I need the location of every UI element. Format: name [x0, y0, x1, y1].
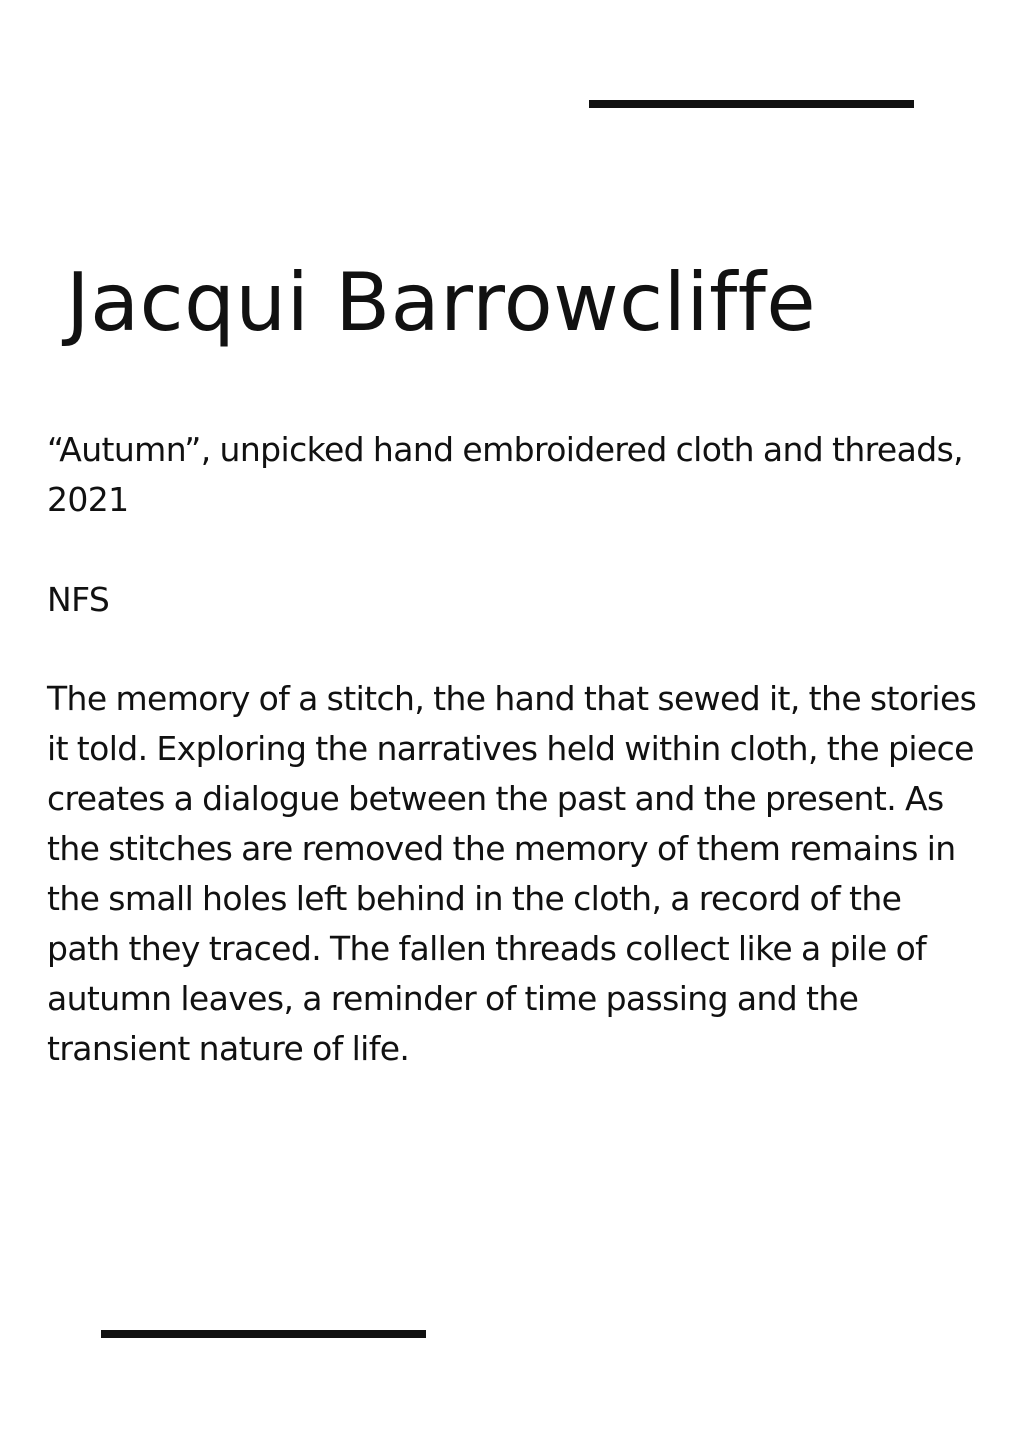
artwork-caption: “Autumn”, unpicked hand embroidered cloth and threads, 2021 — [47, 430, 964, 519]
bottom-divider — [101, 1330, 426, 1338]
artist-name: Jacqui Barrowcliffe — [66, 256, 817, 349]
availability-status: NFS — [47, 580, 110, 619]
artist-statement: The memory of a stitch, the hand that sewed it, the stories it told. Exploring the narratives held within cloth, the piece creates a dialogue between the past and the present. As the stitches are removed the memory of them remains in the small holes left behind in the cloth, a record of the path they traced. The fallen threads collect like a pile of autumn leaves, a reminder of time passing and the transient nature of life. — [47, 679, 977, 1068]
top-divider — [589, 100, 914, 108]
